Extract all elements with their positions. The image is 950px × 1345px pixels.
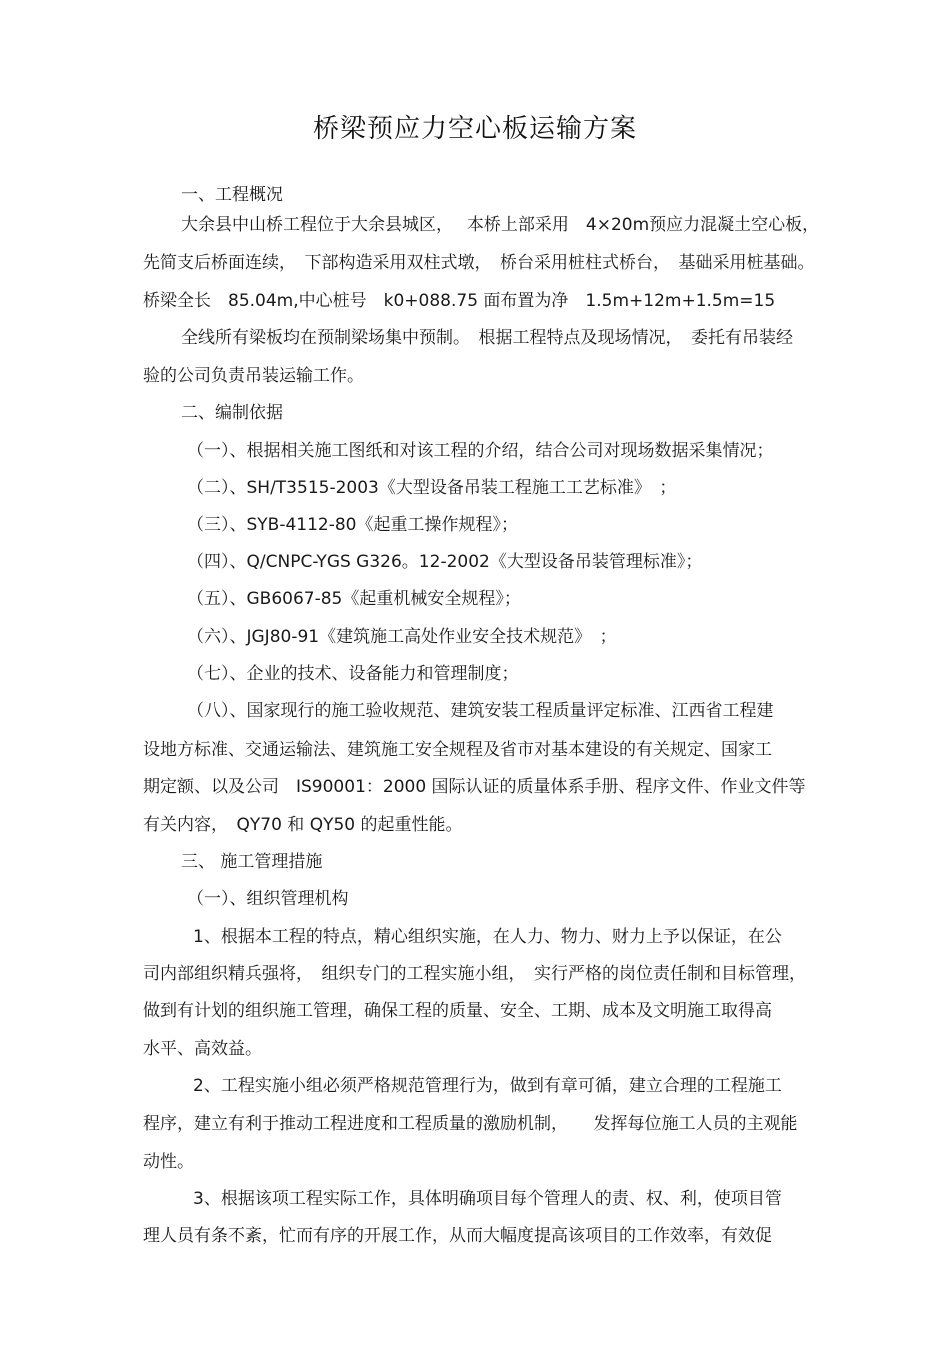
paragraph-line: 程序，建立有利于推动工程进度和工程质量的激励机制， 发挥每位施工人员的主观能 <box>143 1114 798 1134</box>
paragraph-line: 做到有计划的组织施工管理，确保工程的质量、安全、工期、成本及文明施工取得高 <box>143 1001 772 1021</box>
paragraph-line: 3、根据该项工程实际工作，具体明确项目每个管理人的责、权、利，使项目管 <box>193 1189 782 1209</box>
paragraph-line: 全线所有梁板均在预制梁场集中预制。 根据工程特点及现场情况， 委托有吊装经 <box>181 328 793 348</box>
list-item: （四）、Q/CNPC-YGS G326。12-2002《大型设备吊装管理标准》； <box>187 552 703 572</box>
section-heading-overview: 一、工程概况 <box>181 185 283 205</box>
paragraph-line: 期定额、以及公司 IS90001：2000 国际认证的质量体系手册、程序文件、作业文件等 <box>143 777 806 797</box>
section-heading-measures: 三、 施工管理措施 <box>181 852 323 872</box>
paragraph-line: 2、工程实施小组必须严格规范管理行为，做到有章可循，建立合理的工程施工 <box>193 1076 782 1096</box>
paragraph-line: 有关内容， QY70 和 QY50 的起重性能。 <box>143 815 463 835</box>
list-item: （六）、JGJ80-91《建筑施工高处作业安全技术规范》 ； <box>187 627 617 647</box>
document-title: 桥梁预应力空心板运输方案 <box>312 114 637 144</box>
paragraph-line: 理人员有条不紊，忙而有序的开展工作，从而大幅度提高该项目的工作效率，有效促 <box>143 1226 772 1246</box>
paragraph-line: 设地方标准、交通运输法、建筑施工安全规程及省市对基本建设的有关规定、国家工 <box>143 740 772 760</box>
paragraph-line: 1、根据本工程的特点，精心组织实施，在人力、物力、财力上予以保证，在公 <box>193 927 782 947</box>
list-item: （一）、根据相关施工图纸和对该工程的介绍，结合公司对现场数据采集情况； <box>187 441 774 461</box>
paragraph-line: 大余县中山桥工程位于大余县城区， 本桥上部采用 4×20m预应力混凝土空心板， <box>181 215 820 235</box>
list-item: （五）、GB6067-85《起重机械安全规程》； <box>187 589 521 609</box>
paragraph-line: 司内部组织精兵强将， 组织专门的工程实施小组， 实行严格的岗位责任制和目标管理， <box>143 964 806 984</box>
subsection-heading: （一）、组织管理机构 <box>187 889 349 909</box>
section-heading-basis: 二、编制依据 <box>181 403 283 423</box>
list-item: （二）、SH/T3515-2003《大型设备吊装工程施工工艺标准》 ； <box>187 478 677 498</box>
paragraph-line: 桥梁全长 85.04m,中心桩号 k0+088.75 面布置为净 1.5m+12m+1.5m=15 <box>143 291 776 311</box>
paragraph-line: 验的公司负责吊装运输工作。 <box>143 366 364 386</box>
list-item: （八）、国家现行的施工验收规范、建筑安装工程质量评定标准、江西省工程建 <box>187 701 774 721</box>
paragraph-line: 动性。 <box>143 1152 194 1172</box>
paragraph-line: 水平、高效益。 <box>143 1039 262 1059</box>
list-item: （七）、企业的技术、设备能力和管理制度； <box>187 664 519 684</box>
paragraph-line: 先简支后桥面连续， 下部构造采用双柱式墩， 桥台采用桩柱式桥台， 基础采用桩基础。 <box>143 253 815 273</box>
list-item: （三）、SYB-4112-80《起重工操作规程》； <box>187 515 519 535</box>
